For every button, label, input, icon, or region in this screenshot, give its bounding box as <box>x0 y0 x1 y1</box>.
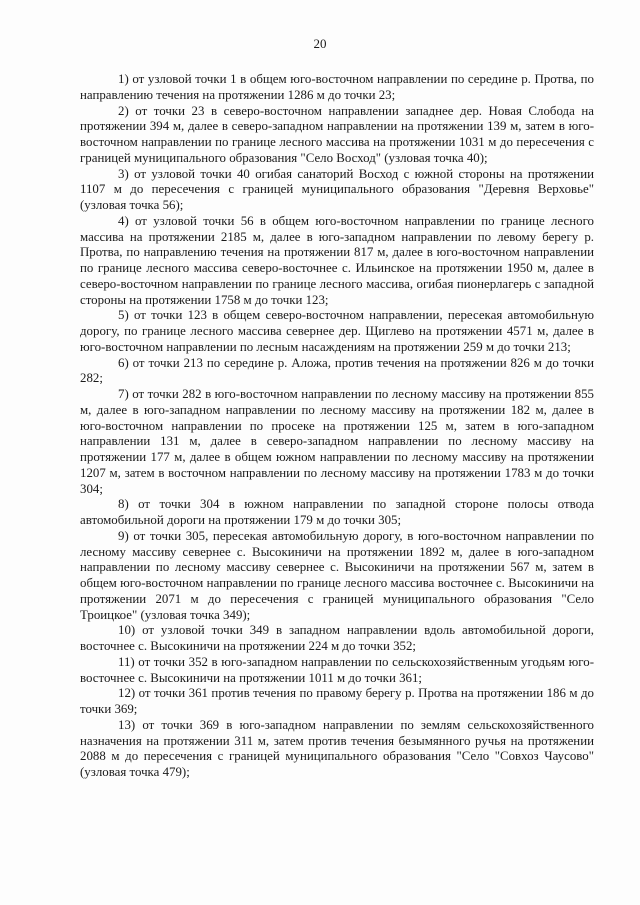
paragraph-6: 6) от точки 213 по середине р. Аложа, против течения на протяжении 826 м до точки 282; <box>80 355 594 386</box>
paragraph-9: 9) от точки 305, пересекая автомобильную дорогу, в юго-восточном направлении по лесному массиву севернее с. Высокиничи на протяжении 1892 м, далее в юго-западном направлении по лесному массиву севернее с. Высокиничи на протяжении 567 м, затем в общем юго-восточном направлении по границе лесного массива восточнее с. Высокиничи на протяжении 2071 м до пересечения с границей муниципального образования "Село Троицкое" (узловая точка 349); <box>80 528 594 622</box>
page-number: 20 <box>313 36 327 51</box>
paragraph-8: 8) от точки 304 в южном направлении по западной стороне полосы отвода автомобильной дороги на протяжении 179 м до точки 305; <box>80 497 594 527</box>
paragraph-7: 7) от точки 282 в юго-восточном направлении по лесному массиву на протяжении 855 м, далее в юго-западном направлении по лесному массиву на протяжении 182 м, далее в юго-восточном направлении по просеке на протяжении 125 м, затем в юго-западном направлении 131 м, далее в северо-западном направлении по лесному массиву на протяжении 177 м, далее в общем южном направлении по лесному массиву на протяжении 1207 м, затем в восточном направлении по лесному массиву на протяжении 1783 м до точки 304; <box>80 387 594 496</box>
paragraph-10: 10) от узловой точки 349 в западном направлении вдоль автомобильной дороги, восточнее с. Высокиничи на протяжении 224 м до точки 352; <box>80 623 594 653</box>
document-body <box>80 72 594 781</box>
paragraph-13: 13) от точки 369 в юго-западном направлении по землям сельскохозяйственного назначения на протяжении 311 м, затем против течения безымянного ручья на протяжении 2088 м до пересечения с границей муниципального образования "Село "Совхоз Чаусово" (узловая точка 479); <box>80 717 594 779</box>
paragraph-2: 2) от точки 23 в северо-восточном направлении западнее дер. Новая Слобода на протяжении 394 м, далее в северо-западном направлении на протяжении 139 м, затем в юго-восточном направлении по границе лесного массива на протяжении 1031 м до пересечения с границей муниципального образования "Село Восход" (узловая точка 40); <box>80 103 594 165</box>
paragraph-3: 3) от узловой точки 40 огибая санаторий Восход с южной стороны на протяжении 1107 м до пересечения с границей муниципального образования "Деревня Верховье" (узловая точка 56); <box>80 166 594 212</box>
paragraph-12: 12) от точки 361 против течения по правому берегу р. Протва на протяжении 186 м до точки 369; <box>80 686 594 716</box>
paragraph-11: 11) от точки 352 в юго-западном направлении по сельскохозяйственным угодьям юго-восточнее с. Высокиничи на протяжении 1011 м до точки 361; <box>80 654 594 685</box>
paragraph-5: 5) от точки 123 в общем северо-восточном направлении, пересекая автомобильную дорогу, по границе лесного массива севернее дер. Щиглево на протяжении 4571 м, далее в юго-восточном направлении по лесным насаждениям на протяжении 259 м до точки 213; <box>80 308 594 354</box>
paragraph-4: 4) от узловой точки 56 в общем юго-восточном направлении по границе лесного массива на протяжении 2185 м, далее в юго-западном направлении по левому берегу р. Протва, по направлению течения на протяжении 817 м, далее в юго-восточном направлении по границе лесного массива северо-восточнее с. Ильинское на протяжении 1950 м, далее в северо-восточном направлении по границе лесного массива, огибая пионерлагерь с западной стороны на протяжении 1758 м до точки 123; <box>80 213 594 307</box>
paragraph-1: 1) от узловой точки 1 в общем юго-восточном направлении по середине р. Протва, по направлению течения на протяжении 1286 м до точки 23; <box>80 72 594 102</box>
